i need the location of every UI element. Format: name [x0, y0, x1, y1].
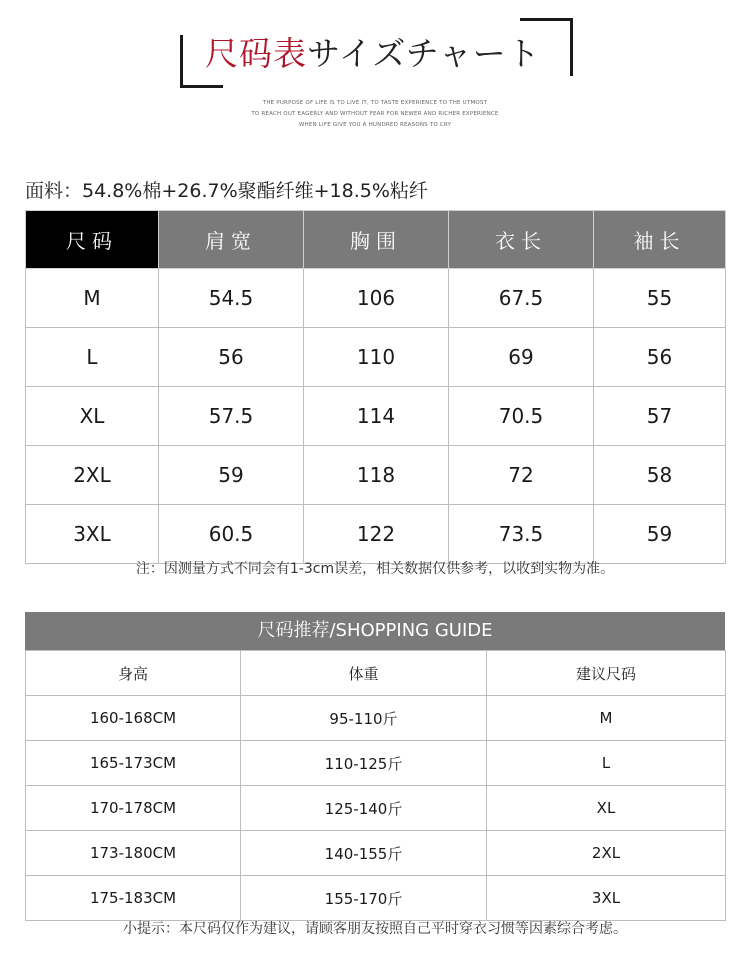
table-row — [26, 387, 726, 446]
table-cell: 59 — [159, 446, 304, 505]
table-cell: 72 — [449, 446, 594, 505]
table-row — [26, 876, 726, 921]
table-cell: 110-125斤 — [241, 741, 487, 786]
table-cell: 110 — [304, 328, 449, 387]
table-cell: 155-170斤 — [241, 876, 487, 921]
table-cell: 3XL — [26, 505, 159, 564]
table-cell: 60.5 — [159, 505, 304, 564]
table-cell: 73.5 — [449, 505, 594, 564]
table-cell: 170-178CM — [26, 786, 241, 831]
table-cell: 56 — [594, 328, 726, 387]
table-cell: 125-140斤 — [241, 786, 487, 831]
table-cell: 59 — [594, 505, 726, 564]
page-title — [205, 28, 541, 75]
guide-title: 尺码推荐/SHOPPING GUIDE — [25, 612, 725, 650]
size-chart-table — [25, 210, 726, 564]
table-cell: 69 — [449, 328, 594, 387]
title-block — [0, 0, 750, 150]
guide-header-height: 身高 — [26, 651, 241, 696]
material-composition: 面料：54.8%棉+26.7%聚酯纤维+18.5%粘纤 — [25, 180, 428, 202]
table-row — [26, 831, 726, 876]
tagline-line: TO REACH OUT EAGERLY AND WITHOUT FEAR FOR NEWER AND RICHER EXPERIENCE — [251, 111, 499, 117]
table-row — [26, 505, 726, 564]
header-chest: 胸围 — [304, 211, 449, 269]
table-row — [26, 786, 726, 831]
table-cell: 55 — [594, 269, 726, 328]
table-cell: 2XL — [487, 831, 726, 876]
table-cell: 2XL — [26, 446, 159, 505]
measurement-note: 注：因测量方式不同会有1-3cm误差，相关数据仅供参考，以收到实物为准。 — [135, 561, 615, 577]
table-row — [26, 696, 726, 741]
table-cell: 118 — [304, 446, 449, 505]
table-cell: 70.5 — [449, 387, 594, 446]
tagline-line: THE PURPOSE OF LIFE IS TO LIVE IT, TO TASTE EXPERIENCE TO THE UTMOST — [262, 100, 488, 106]
table-cell: XL — [26, 387, 159, 446]
table-cell: 122 — [304, 505, 449, 564]
table-cell: 173-180CM — [26, 831, 241, 876]
table-cell: 160-168CM — [26, 696, 241, 741]
tagline-line: WHEN LIFE GIVE YOU A HUNDRED REASONS TO CRY — [298, 122, 452, 128]
table-cell: 3XL — [487, 876, 726, 921]
header-size: 尺码 — [26, 211, 159, 269]
table-row — [26, 328, 726, 387]
table-cell: M — [487, 696, 726, 741]
table-cell: M — [26, 269, 159, 328]
table-cell: 114 — [304, 387, 449, 446]
table-cell: 67.5 — [449, 269, 594, 328]
guide-header-size: 建议尺码 — [487, 651, 726, 696]
header-shoulder: 肩宽 — [159, 211, 304, 269]
table-cell: 165-173CM — [26, 741, 241, 786]
table-cell: 106 — [304, 269, 449, 328]
table-cell: 140-155斤 — [241, 831, 487, 876]
table-cell: 58 — [594, 446, 726, 505]
table-cell: L — [26, 328, 159, 387]
table-cell: 57.5 — [159, 387, 304, 446]
table-cell: 54.5 — [159, 269, 304, 328]
size-tip: 小提示：本尺码仅作为建议，请顾客朋友按照自己平时穿衣习惯等因素综合考虑。 — [123, 921, 627, 937]
table-cell: 57 — [594, 387, 726, 446]
table-row — [26, 269, 726, 328]
guide-header-weight: 体重 — [241, 651, 487, 696]
table-header-row — [26, 211, 726, 269]
guide-table — [25, 650, 726, 921]
shopping-guide — [25, 612, 725, 921]
table-cell: XL — [487, 786, 726, 831]
header-length: 衣长 — [449, 211, 594, 269]
header-sleeve: 袖长 — [594, 211, 726, 269]
title-japanese: サイズチャート — [307, 34, 541, 73]
title-chinese: 尺码表 — [205, 34, 307, 73]
table-cell: 175-183CM — [26, 876, 241, 921]
table-cell: 56 — [159, 328, 304, 387]
table-row — [26, 741, 726, 786]
guide-header-row — [26, 651, 726, 696]
table-cell: L — [487, 741, 726, 786]
table-row — [26, 446, 726, 505]
table-cell: 95-110斤 — [241, 696, 487, 741]
